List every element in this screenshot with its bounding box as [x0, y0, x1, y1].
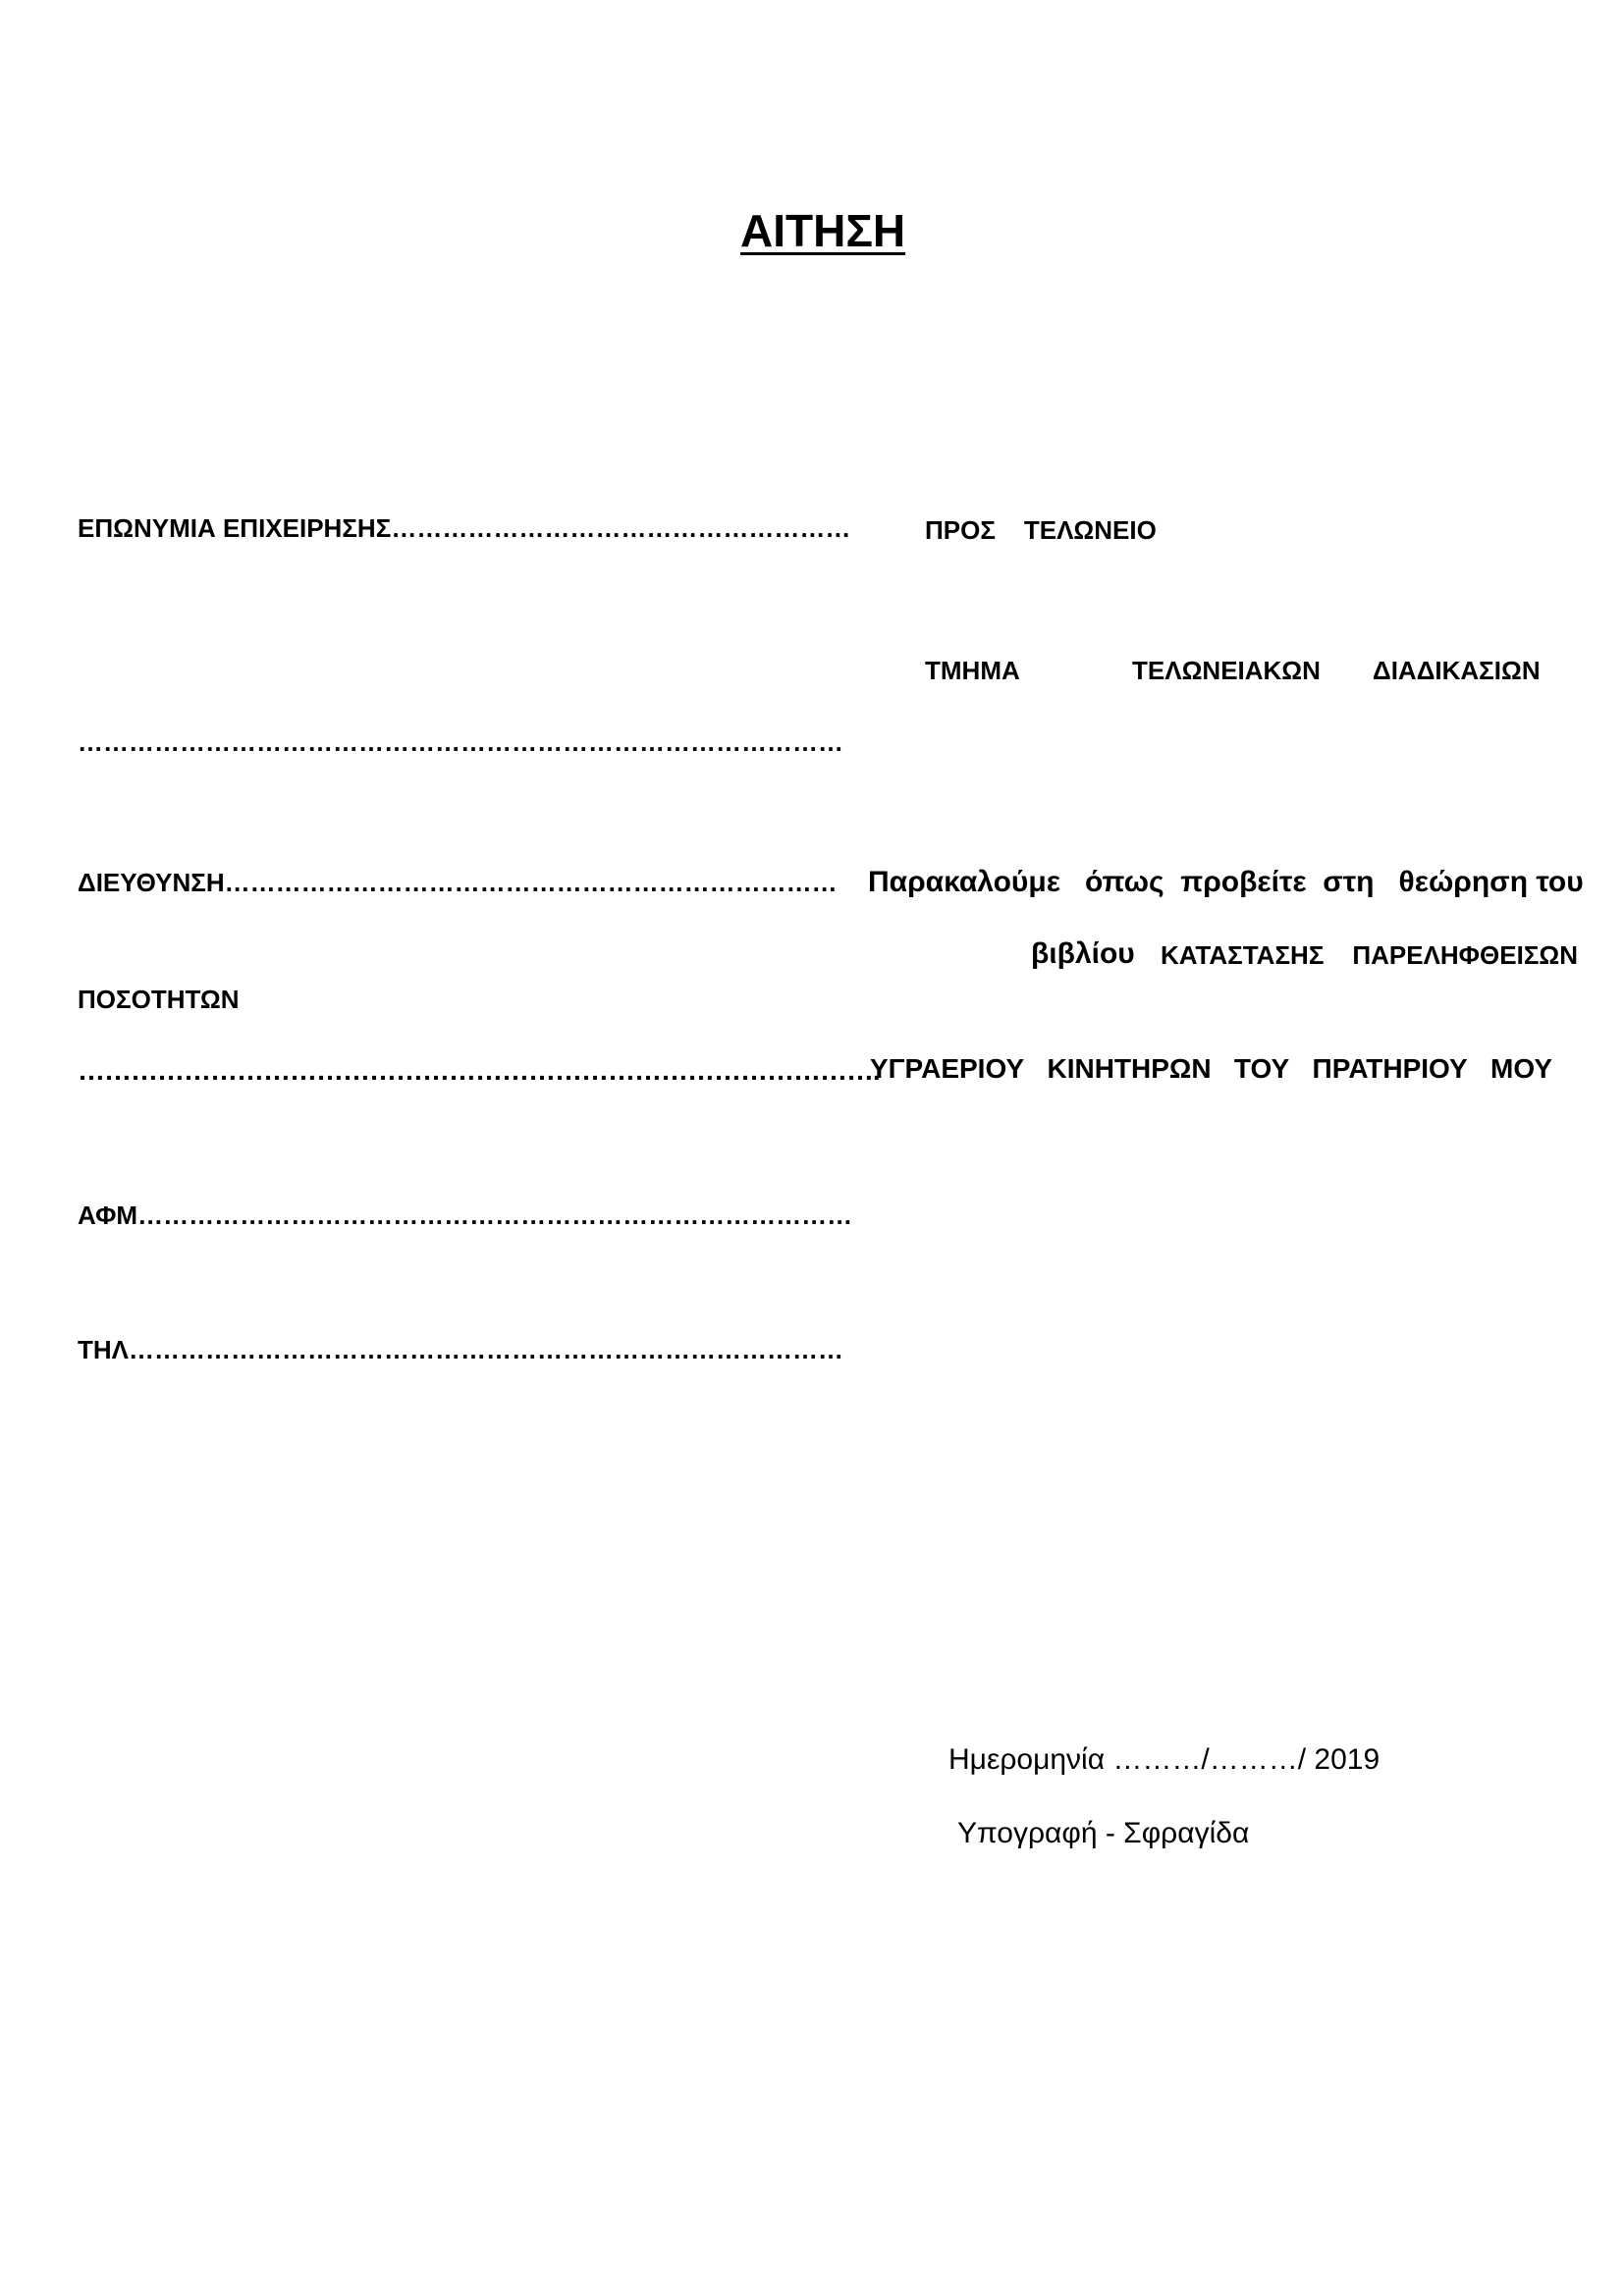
address-field: ΔΙΕΥΘΥΝΣΗ………………………………………………………………	[78, 868, 838, 897]
quantities-dotted-line: ……………………………………………………………………………….	[78, 1055, 880, 1086]
request-text-line-2a: βιβλίου	[1031, 937, 1135, 970]
afm-field: ΑΦΜ…………………………………………………………………………	[78, 1201, 853, 1230]
company-name-field: ΕΠΩΝΥΜΙΑ ΕΠΙΧΕΙΡΗΣΗΣ………………………………………………	[78, 513, 851, 543]
request-text-line-2b: ΚΑΤΑΣΤΑΣΗΣ ΠΑΡΕΛΗΦΘΕΙΣΩΝ	[1161, 940, 1579, 970]
document-title: ΑΙΤΗΣΗ	[740, 205, 906, 256]
signature-stamp-label: Υπογραφή - Σφραγίδα	[957, 1817, 1250, 1849]
phone-field: ΤΗΛ…………………………………………………………………………	[78, 1335, 843, 1364]
company-name-continuation: ………………………………………………………………………………	[78, 727, 843, 757]
request-text-line-3: ΥΓΡΑΕΡΙΟΥ ΚΙΝΗΤΗΡΩΝ ΤΟΥ ΠΡΑΤΗΡΙΟΥ ΜΟΥ	[870, 1053, 1553, 1084]
department-word-3: ΔΙΑΔΙΚΑΣΙΩΝ	[1373, 656, 1541, 685]
request-text-line-1: Παρακαλούμε όπως προβείτε στη θεώρηση του	[868, 866, 1584, 898]
quantities-label: ΠΟΣΟΤΗΤΩΝ	[78, 985, 240, 1014]
recipient-customs-office: ΠΡΟΣ ΤΕΛΩΝΕΙΟ	[925, 515, 1157, 545]
department-word-2: ΤΕΛΩΝΕΙΑΚΩΝ	[1132, 656, 1321, 685]
department-word-1: ΤΜΗΜΑ	[925, 656, 1020, 685]
date-field: Ημερομηνία ………/………/ 2019	[948, 1743, 1380, 1776]
